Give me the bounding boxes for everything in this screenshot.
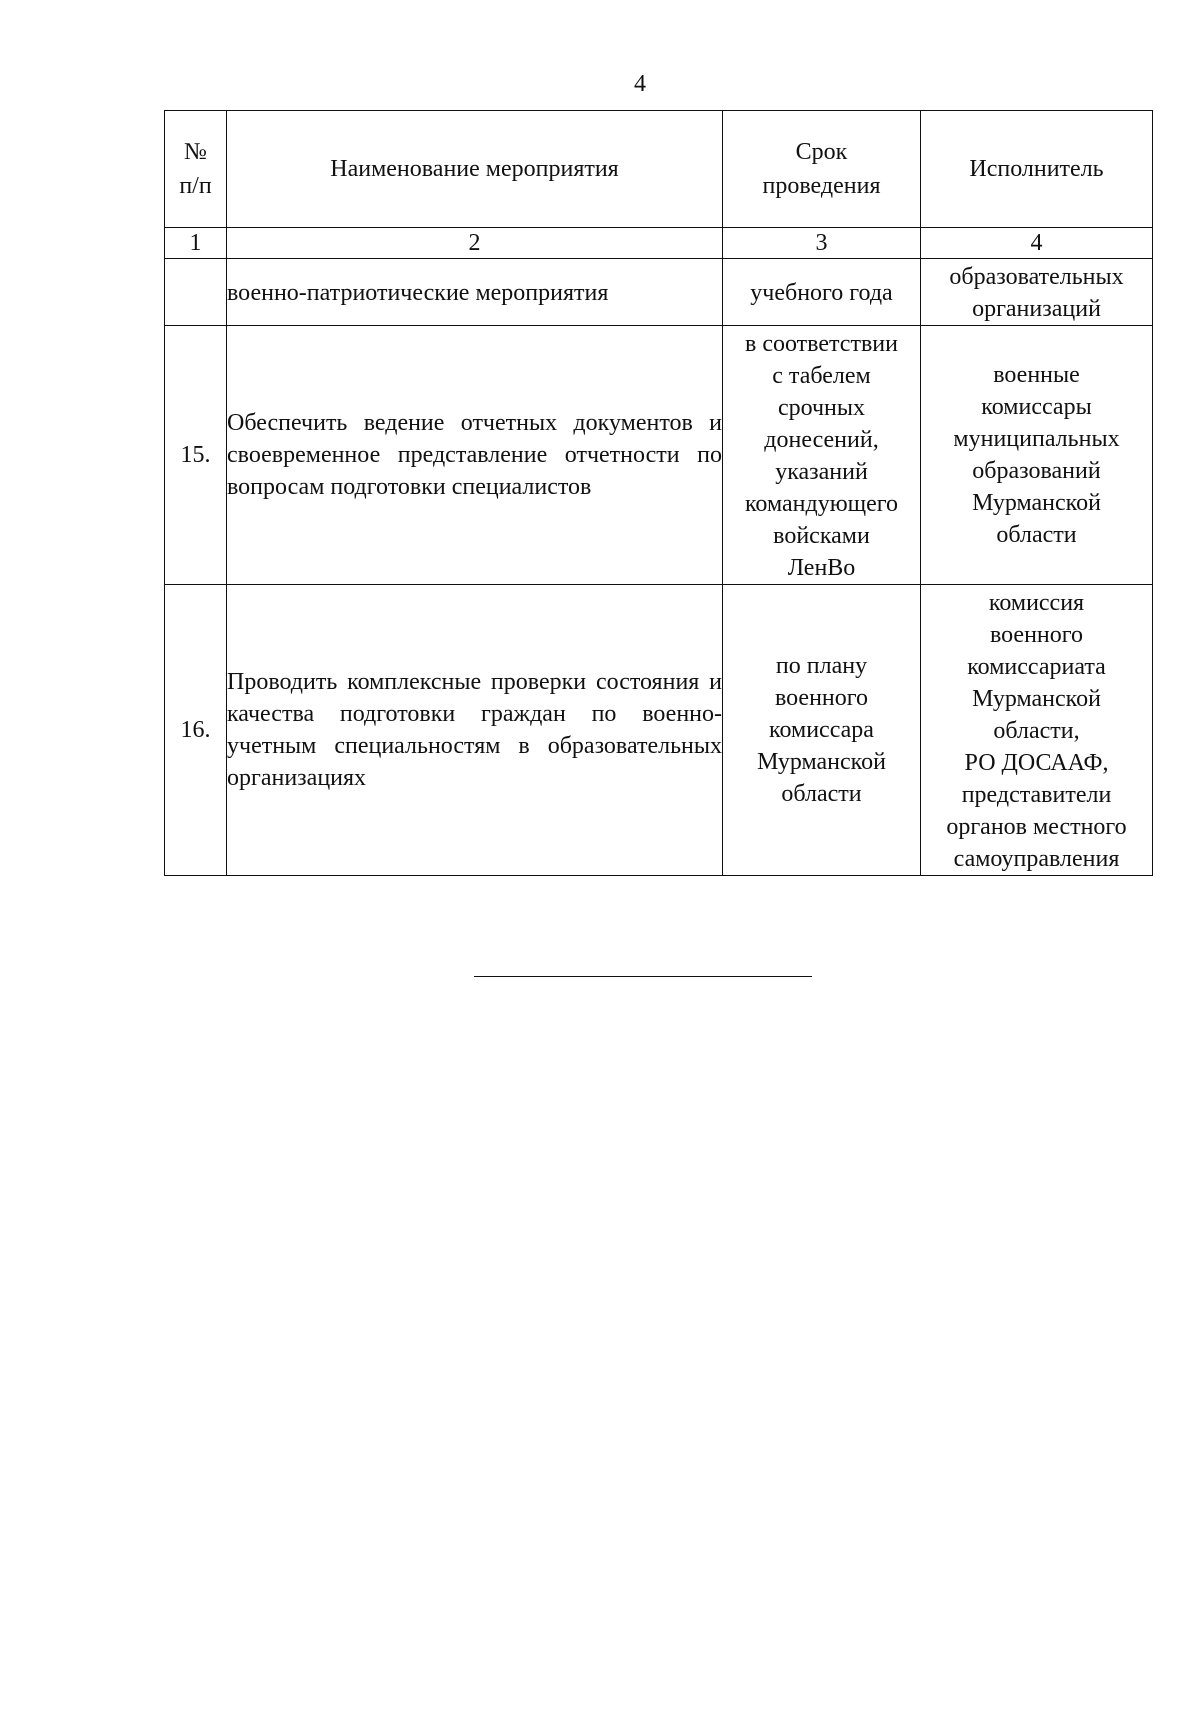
events-table (164, 110, 1153, 876)
column-numbers-row (165, 228, 1153, 259)
table-row (165, 259, 1153, 326)
row-executor-line: комиссары (981, 394, 1092, 420)
row-executor-cell (921, 259, 1153, 326)
row-executor-cell (921, 326, 1153, 585)
row-executor-line: РО ДОСААФ, (964, 750, 1109, 776)
row-executor-line: комиссариата (967, 654, 1106, 680)
header-number-line: № (184, 139, 207, 165)
row-name-cell: военно-патриотические мероприятия (227, 259, 723, 326)
row-number-cell: 16. (165, 585, 227, 876)
row-term-line: в соответствии (745, 331, 898, 357)
row-executor-line: организаций (972, 296, 1101, 322)
row-executor-line: муниципальных (953, 426, 1120, 452)
header-name-cell: Наименование мероприятия (227, 111, 723, 228)
end-of-document-rule (474, 976, 812, 977)
row-term-line: Мурманской (757, 749, 886, 775)
table-row (165, 585, 1153, 876)
row-executor-line: органов местного (946, 814, 1127, 840)
column-number-cell: 3 (723, 228, 921, 259)
row-term-cell (723, 585, 921, 876)
header-term-cell (723, 111, 921, 228)
row-executor-line: образовательных (949, 264, 1124, 290)
row-name-cell: Обеспечить ведение отчетных документов и своевременное представление отчетности по вопросам подготовки специалистов (227, 326, 723, 585)
row-term-line: ЛенВо (787, 555, 856, 581)
row-term-line: с табелем (772, 363, 871, 389)
row-executor-line: военные (993, 362, 1080, 388)
header-term-line: проведения (762, 173, 881, 199)
row-executor-cell (921, 585, 1153, 876)
row-executor-line: Мурманской (972, 686, 1101, 712)
row-term-line: войсками (773, 523, 870, 549)
row-term-line: области (781, 781, 862, 807)
column-number-cell: 2 (227, 228, 723, 259)
row-executor-line: области (996, 522, 1077, 548)
row-term-line: донесений, (764, 427, 879, 453)
row-name-cell: Проводить комплексные проверки состояния и качества подготовки граждан по военно-учетным специальностям в образовательных организациях (227, 585, 723, 876)
table-header-row (165, 111, 1153, 228)
header-number-cell (165, 111, 227, 228)
row-term-cell (723, 326, 921, 585)
column-number-cell: 1 (165, 228, 227, 259)
row-number-cell (165, 259, 227, 326)
row-term-line: учебного года (750, 280, 893, 306)
row-executor-line: образований (972, 458, 1101, 484)
row-term-line: по плану (775, 653, 868, 679)
row-number-cell: 15. (165, 326, 227, 585)
row-term-line: указаний (775, 459, 868, 485)
row-executor-line: военного (989, 622, 1084, 648)
row-executor-line: комиссия (988, 590, 1085, 616)
row-executor-line: Мурманской (972, 490, 1101, 516)
page-number: 4 (634, 71, 646, 97)
row-executor-line: области, (993, 718, 1080, 744)
header-executor-cell: Исполнитель (921, 111, 1153, 228)
row-executor-line: самоуправления (953, 846, 1120, 872)
header-number-line: п/п (179, 173, 212, 199)
row-term-line: командующего (744, 491, 899, 517)
row-term-line: комиссара (769, 717, 874, 743)
row-term-cell (723, 259, 921, 326)
row-term-line: военного (774, 685, 869, 711)
header-term-line: Срок (795, 139, 848, 165)
table-row (165, 326, 1153, 585)
column-number-cell: 4 (921, 228, 1153, 259)
row-term-line: срочных (777, 395, 866, 421)
row-executor-line: представители (961, 782, 1112, 808)
